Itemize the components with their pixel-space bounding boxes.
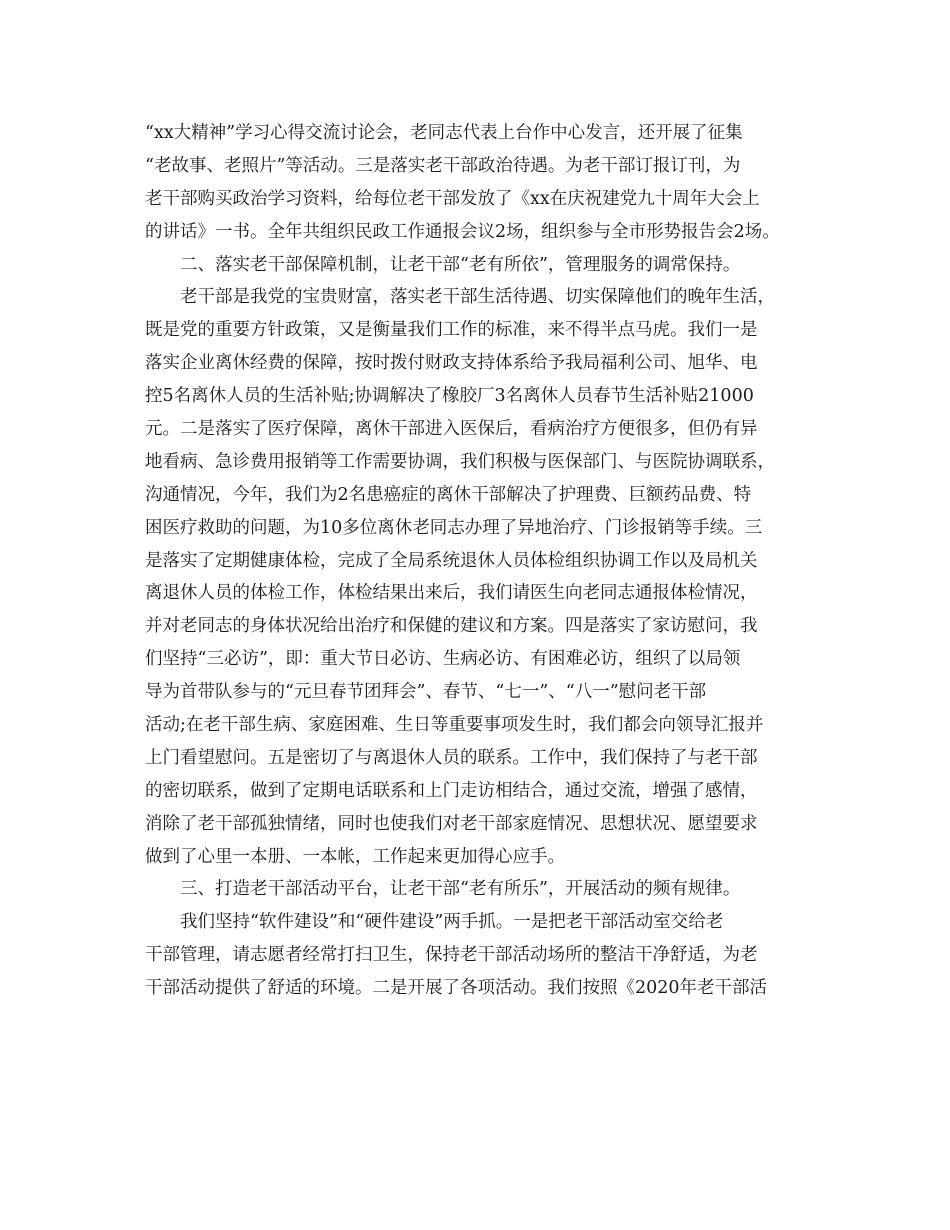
text-line: 做到了心里一本册、一本帐，工作起来更加得心应手。 bbox=[145, 846, 565, 867]
text-line: 二、落实老干部保障机制，让老干部“老有所依”，管理服务的调常保持。 bbox=[180, 254, 741, 275]
text-line: 导为首带队参与的“元旦春节团拜会”、春节、“七一”、“八一”慰问老干部 bbox=[145, 682, 707, 703]
text-line: 困医疗救助的问题，为10多位离休老同志办理了异地治疗、门诊报销等手续。三 bbox=[145, 517, 763, 538]
text-line: “xx大精神”学习心得交流讨论会，老同志代表上台作中心发言，还开展了征集 bbox=[145, 123, 743, 143]
text-line: 既是党的重要方针政策，又是衡量我们工作的标准，来不得半点马虎。我们一是 bbox=[145, 320, 758, 341]
text-line: 活动;在老干部生病、家庭困难、生日等重要事项发生时，我们都会向领导汇报并 bbox=[145, 715, 764, 736]
text-line: 的密切联系，做到了定期电话联系和上门走访相结合，通过交流，增强了感情， bbox=[145, 780, 758, 801]
text-line: 并对老同志的身体状况给出治疗和保健的建议和方案。四是落实了家访慰问，我 bbox=[145, 616, 758, 637]
text-line: 的讲话》一书。全年共组织民政工作通报会议2场，组织参与全市形势报告会2场。 bbox=[145, 221, 780, 242]
text-line: 们坚持“三必访”，即：重大节日必访、生病必访、有困难必访，组织了以局领 bbox=[145, 649, 741, 670]
text-line: 落实企业离休经费的保障，按时拨付财政支持体系给予我局福利公司、旭华、电 bbox=[145, 353, 758, 374]
body-text bbox=[145, 117, 810, 1005]
text-line: “老故事、老照片”等活动。三是落实老干部政治待遇。为老干部订报订刊，为 bbox=[145, 155, 741, 176]
text-line: 沟通情况，今年，我们为2名患癌症的离休干部解决了护理费、巨额药品费、特 bbox=[145, 484, 752, 505]
text-line: 干部活动提供了舒适的环境。二是开展了各项活动。我们按照《2020年老干部活 bbox=[145, 978, 768, 999]
text-line: 元。二是落实了医疗保障，离休干部进入医保后，看病治疗方便很多，但仍有异 bbox=[145, 419, 758, 440]
text-line: 控5名离休人员的生活补贴;协调解决了橡胶厂3名离休人员春节生活补贴21000 bbox=[145, 386, 754, 407]
text-line: 上门看望慰问。五是密切了与离退休人员的联系。工作中，我们保持了与老干部 bbox=[145, 747, 758, 768]
text-line: 老干部是我党的宝贵财富，落实老干部生活待遇、切实保障他们的晚年生活， bbox=[180, 287, 775, 308]
text-line: 干部管理，请志愿者经常打扫卫生，保持老干部活动场所的整洁干净舒适，为老 bbox=[145, 945, 758, 966]
text-line: 地看病、急诊费用报销等工作需要协调，我们积极与医保部门、与医院协调联系， bbox=[145, 451, 775, 472]
text-line: 离退休人员的体检工作，体检结果出来后，我们请医生向老同志通报体检情况， bbox=[145, 583, 758, 604]
text-line: 是落实了定期健康体检，完成了全局系统退休人员体检组织协调工作以及局机关 bbox=[145, 550, 758, 571]
text-line: 我们坚持“软件建设”和“硬件建设”两手抓。一是把老干部活动室交给老 bbox=[180, 912, 724, 933]
text-line: 消除了老干部孤独情绪，同时也使我们对老干部家庭情况、思想状况、愿望要求 bbox=[145, 813, 758, 834]
text-line: 三、打造老干部活动平台，让老干部“老有所乐”，开展活动的频有规律。 bbox=[180, 879, 741, 900]
text-line: 老干部购买政治学习资料，给每位老干部发放了《xx在庆祝建党九十周年大会上 bbox=[145, 188, 760, 209]
